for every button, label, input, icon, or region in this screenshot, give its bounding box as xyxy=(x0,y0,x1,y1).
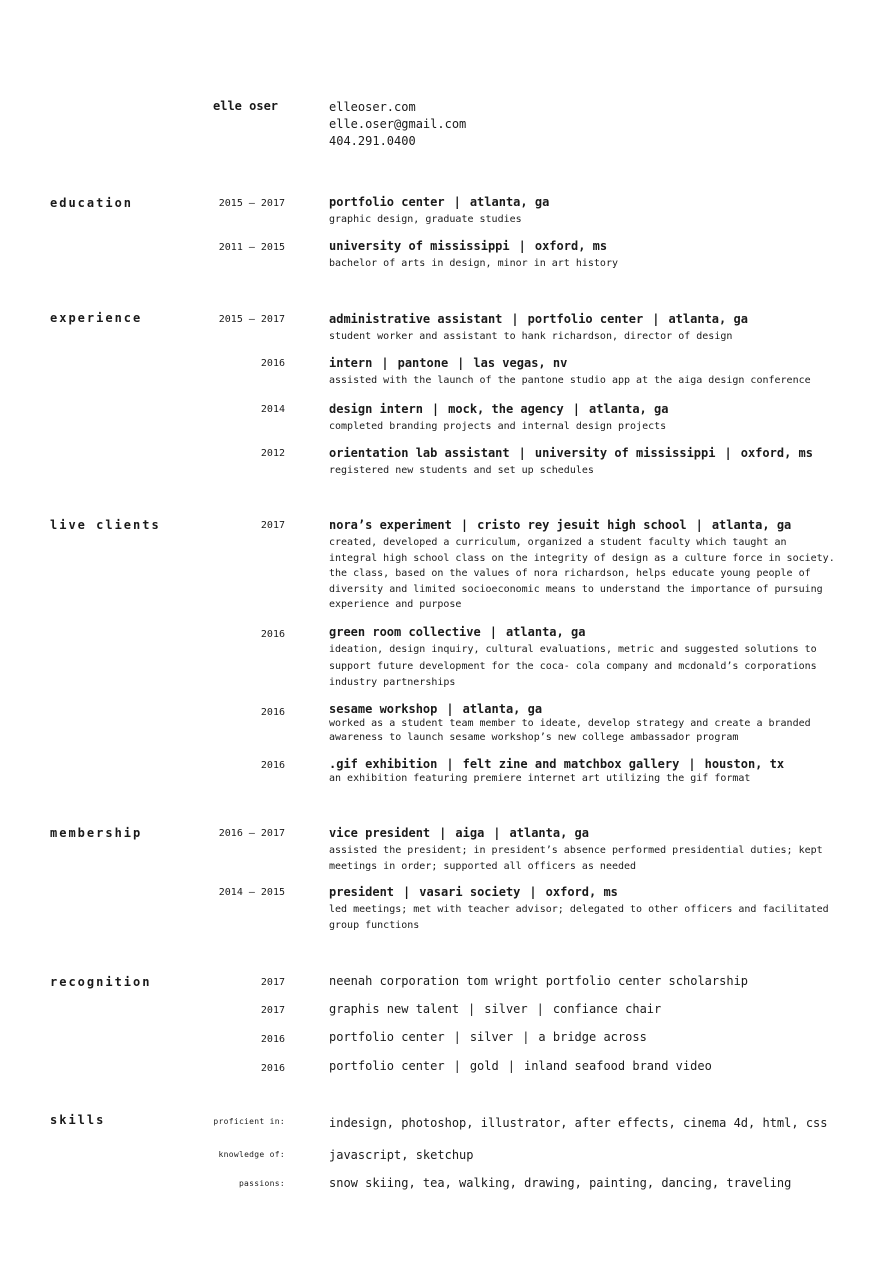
section-live-clients-label: live clients xyxy=(50,518,161,532)
section-membership-label: membership xyxy=(50,826,143,840)
entry-date: 2016 xyxy=(260,358,285,369)
live-client-entry xyxy=(329,757,839,786)
recognition-entry: neenah corporation tom wright portfolio center scholarship xyxy=(329,974,749,988)
entry-description: completed branding projects and internal design projects xyxy=(329,421,667,432)
skill-values: snow skiing, tea, walking, drawing, painting, dancing, traveling xyxy=(329,1176,792,1190)
entry-date: 2016 xyxy=(260,707,285,718)
recognition-entry: portfolio center | silver | a bridge across xyxy=(329,1030,647,1044)
entry-title: portfolio center | atlanta, ga xyxy=(329,195,550,209)
website-link[interactable]: elleoser.com xyxy=(329,100,416,114)
entry-description: worked as a student team member to ideate, develop strategy and create a branded awareness to launch sesame workshop’s new college ambassador program xyxy=(329,718,811,743)
skill-category-label: knowledge of: xyxy=(218,1150,285,1159)
entry-description: graphic design, graduate studies xyxy=(329,214,522,225)
entry-date: 2016 xyxy=(260,1063,285,1074)
entry-date: 2016 – 2017 xyxy=(218,828,285,839)
membership-entry xyxy=(329,826,839,874)
entry-date: 2016 xyxy=(260,760,285,771)
skill-category-label: passions: xyxy=(238,1179,285,1188)
recognition-entry: portfolio center | gold | inland seafood brand video xyxy=(329,1059,712,1073)
entry-description: created, developed a curriculum, organized a student faculty which taught an integral high school class on the integrity of design as a culture force in society. the class, based on the values of nora richardson, helps educate young people of diversity and limited socioeconomic means to understand the importance of pursuing experience and purpose xyxy=(329,537,835,610)
contact-block xyxy=(329,99,466,150)
section-recognition-label: recognition xyxy=(50,975,152,989)
education-entry xyxy=(329,195,839,228)
section-education-label: education xyxy=(50,196,134,210)
phone-number: 404.291.0400 xyxy=(329,134,416,148)
entry-title: administrative assistant | portfolio center | atlanta, ga xyxy=(329,312,748,326)
live-client-entry xyxy=(329,702,839,745)
entry-title: intern | pantone | las vegas, nv xyxy=(329,356,568,370)
entry-title: .gif exhibition | felt zine and matchbox gallery | houston, tx xyxy=(329,757,785,771)
entry-description: assisted with the launch of the pantone studio app at the aiga design conference xyxy=(329,375,811,386)
entry-date: 2015 – 2017 xyxy=(218,314,285,325)
section-experience-label: experience xyxy=(50,311,143,325)
skill-values: indesign, photoshop, illustrator, after effects, cinema 4d, html, css xyxy=(329,1116,828,1130)
entry-description: ideation, design inquiry, cultural evaluations, metric and suggested solutions to support future development for the coca- cola company and mcdonald’s corporations industry partnerships xyxy=(329,644,817,688)
entry-title: orientation lab assistant | university of mississippi | oxford, ms xyxy=(329,446,813,460)
entry-date: 2011 – 2015 xyxy=(218,242,285,253)
entry-title: nora’s experiment | cristo rey jesuit high school | atlanta, ga xyxy=(329,518,792,532)
entry-description: registered new students and set up schedules xyxy=(329,465,594,476)
live-client-entry xyxy=(329,625,839,692)
entry-title: sesame workshop | atlanta, ga xyxy=(329,702,543,716)
entry-date: 2016 xyxy=(260,629,285,640)
skill-category-label: proficient in: xyxy=(213,1117,285,1126)
live-client-entry xyxy=(329,518,839,613)
entry-description: an exhibition featuring premiere internet art utilizing the gif format xyxy=(329,773,751,784)
entry-description: assisted the president; in president’s absence performed presidential duties; kept meetings in order; supported all officers as needed xyxy=(329,845,823,872)
entry-date: 2017 xyxy=(260,520,285,531)
entry-title: university of mississippi | oxford, ms xyxy=(329,239,608,253)
entry-description: student worker and assistant to hank richardson, director of design xyxy=(329,331,733,342)
entry-description: bachelor of arts in design, minor in art history xyxy=(329,258,618,269)
entry-title: green room collective | atlanta, ga xyxy=(329,625,586,639)
entry-title: president | vasari society | oxford, ms xyxy=(329,885,618,899)
experience-entry xyxy=(329,356,839,389)
section-skills-label: skills xyxy=(50,1113,106,1127)
recognition-entry: graphis new talent | silver | confiance chair xyxy=(329,1002,662,1016)
entry-date: 2014 – 2015 xyxy=(218,887,285,898)
membership-entry xyxy=(329,885,839,933)
entry-date: 2012 xyxy=(260,448,285,459)
entry-title: design intern | mock, the agency | atlanta, ga xyxy=(329,402,669,416)
entry-title: vice president | aiga | atlanta, ga xyxy=(329,826,590,840)
skill-values: javascript, sketchup xyxy=(329,1148,474,1162)
email-link[interactable]: elle.oser@gmail.com xyxy=(329,117,467,131)
entry-description: led meetings; met with teacher advisor; delegated to other officers and facilitated group functions xyxy=(329,904,829,931)
entry-date: 2014 xyxy=(260,404,285,415)
resume-name: elle oser xyxy=(213,99,279,113)
experience-entry xyxy=(329,402,839,435)
experience-entry xyxy=(329,446,839,479)
entry-date: 2017 xyxy=(260,977,285,988)
experience-entry xyxy=(329,312,839,345)
entry-date: 2015 – 2017 xyxy=(218,198,285,209)
entry-date: 2017 xyxy=(260,1005,285,1016)
entry-date: 2016 xyxy=(260,1034,285,1045)
education-entry xyxy=(329,239,839,272)
